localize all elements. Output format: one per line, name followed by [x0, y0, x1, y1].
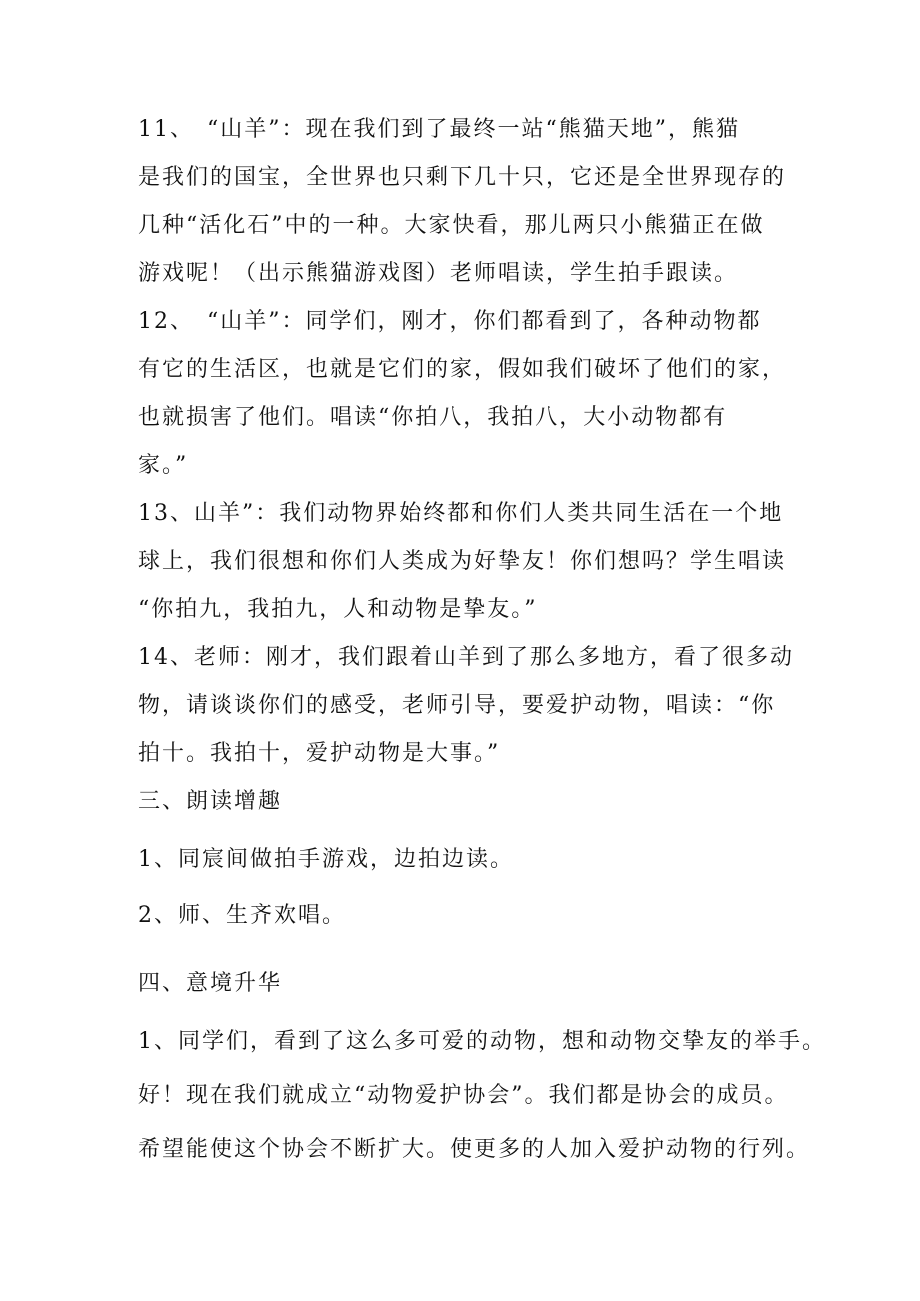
text-line: 家。” — [138, 453, 189, 478]
text-line: 球上，我们很想和你们人类成为好挚友！你们想吗？学生唱读 — [138, 549, 787, 574]
text-line: 1、同宸间做拍手游戏，边拍边读。 — [138, 847, 514, 872]
text-line: 希望能使这个协会不断扩大。使更多的人加入爱护动物的行列。 — [138, 1137, 811, 1162]
text-line: “你拍九，我拍九，人和动物是挚友。” — [138, 597, 538, 622]
text-line: 11、 “山羊”：现在我们到了最终一站“熊猫天地”，熊猫 — [138, 117, 740, 142]
text-line: 2、师、生齐欢唱。 — [138, 903, 346, 928]
text-line: 14、老师：刚才，我们跟着山羊到了那么多地方，看了很多动 — [138, 645, 794, 670]
text-line: 拍十。我拍十，爱护动物是大事。” — [138, 741, 501, 766]
text-line: 几种“活化石”中的一种。大家快看，那儿两只小熊猫正在做 — [138, 213, 765, 238]
section-heading: 三、朗读增趣 — [138, 789, 283, 814]
text-line: 好！现在我们就成立“动物爱护协会”。我们都是协会的成员。 — [138, 1083, 789, 1108]
text-line: 1、同学们，看到了这么多可爱的动物，想和动物交挚友的举手。 — [138, 1029, 826, 1054]
text-line: 12、 “山羊”：同学们，刚才，你们都看到了，各种动物都 — [138, 309, 762, 334]
text-line: 有它的生活区，也就是它们的家，假如我们破坏了他们的家， — [138, 357, 787, 382]
section-heading: 四、意境升华 — [138, 971, 283, 996]
text-line: 物，请谈谈你们的感受，老师引导，要爱护动物，唱读：“你 — [138, 693, 776, 718]
text-line: 游戏呢！（出示熊猫游戏图）老师唱读，学生拍手跟读。 — [138, 261, 739, 286]
text-line: 13、山羊”：我们动物界始终都和你们人类共同生活在一个地 — [138, 501, 784, 526]
text-line: 是我们的国宝，全世界也只剩下几十只，它还是全世界现存的 — [138, 165, 787, 190]
text-line: 也就损害了他们。唱读“你拍八，我拍八，大小动物都有 — [138, 405, 728, 430]
